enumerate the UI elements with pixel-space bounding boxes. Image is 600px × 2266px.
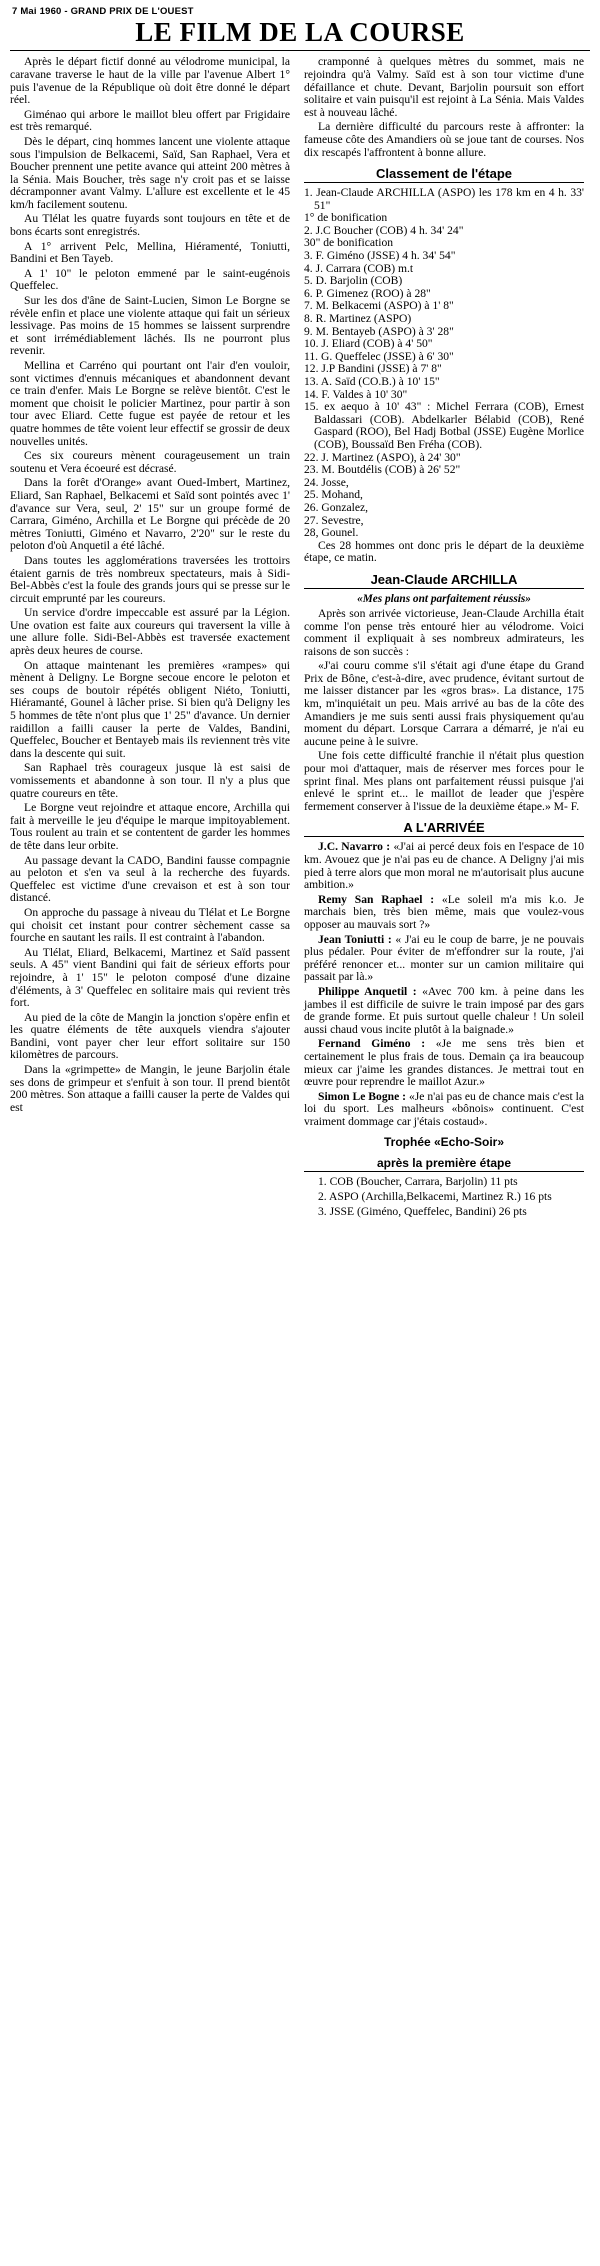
paragraph: Au Tlélat, Eliard, Belkacemi, Martinez et Saïd passent seuls. A 45" vient Bandini qui fait de sérieux efforts pour rejoindre, à 1' 15" le peloton composé d'une dizaine d'éléments, à 3' Queffelec en solitaire mais qui revient très fort.	[10, 945, 290, 1010]
result-item: 6. P. Gimenez (ROO) à 28"	[304, 286, 431, 300]
paragraph: Giménao qui arbore le maillot bleu offert par Frigidaire est très remarqué.	[10, 107, 290, 134]
header-divider	[10, 50, 590, 51]
paragraph: A 1' 10" le peloton emmené par le saint-eugénois Queffelec.	[10, 266, 290, 293]
trophee-item: 3. JSSE (Giméno, Queffelec, Bandini) 26 pts	[318, 1204, 527, 1218]
trophee-item: 2. ASPO (Archilla,Belkacemi, Martinez R.) 16 pts	[318, 1190, 552, 1204]
bonification-note: 30" de bonification	[304, 236, 394, 250]
paragraph: Au Tlélat les quatre fuyards sont toujours en tête et de bons écarts sont enregistrés.	[10, 212, 290, 239]
paragraph: Après son arrivée victorieuse, Jean-Claude Archilla était comme l'on pense très entouré hier au vélodrome. Voici comment il expliquait à ses nombreux admirateurs, les raisons de son succès :	[304, 606, 584, 658]
paragraph: Dans toutes les agglomérations traversées les trottoirs étaient garnis de très nombreux spectateurs, mais à Sidi-Bel-Abbès c'est la foule des grands jours qui se presse sur le circuit emprunté par les coureurs.	[10, 553, 290, 605]
trophee-list	[304, 1176, 584, 1218]
paragraph: «J'ai couru comme s'il s'était agi d'une étape du Grand Prix de Bône, c'est-à-dire, avec prudence, évitant surtout de me laisser distancer par les «gros bras». La distance, 175 km, m'inquiétait un peu. Mais arrivé au bas de la côte des Amandiers je me suis senti aussi frais physiquement qu'au moment du départ. Lorsque Carrara a démarré, je n'ai eu aucune peine à le suivre.	[304, 659, 584, 748]
paragraph: Ces six coureurs mènent courageusement un train soutenu et Vera écoeuré est décrasé.	[10, 449, 290, 475]
quote-text: «Le soleil m'a mis k.o. Je marchais bien, très bien même, mais que voulez-vous opposer au mauvais sort ?»	[304, 892, 585, 931]
quote-item	[304, 894, 584, 932]
section-subtitle-archilla: «Mes plans ont parfaitement réussis»	[357, 592, 531, 605]
result-item: 11. G. Queffelec (JSSE) à 6' 30"	[304, 349, 454, 363]
paragraph: Au pied de la côte de Mangin la jonction s'opère enfin et les quatre éléments de tête auxquels viendra s'ajouter Bandini, vont payer cher leur effort solitaire sur 150 kilomètres de parcours.	[10, 1010, 290, 1062]
paragraph: Dans la forêt d'Orange» avant Oued-Imbert, Martinez, Eliard, San Raphael, Belkacemi et Saïd sont pointés avec 1' d'avance sur Vera, seul, 2' 15" sur un groupe formé de Carrara, Giméno, Archilla et Le Borgne qui précède de 20 mètres Toniutti, Giméno et Navarro, 2'20" sur le reste du peloton d'où Anquetil a été lâché.	[10, 476, 290, 553]
quote-speaker: Philippe Anquetil :	[318, 984, 417, 998]
trophee-item: 1. COB (Boucher, Carrara, Barjolin) 11 pts	[318, 1175, 518, 1189]
result-item: 9. M. Bentayeb (ASPO) à 3' 28"	[304, 324, 454, 338]
result-item: 22. J. Martinez (ASPO), à 24' 30"	[304, 450, 461, 464]
result-item: 24. Josse,	[304, 475, 349, 489]
result-item: 23. M. Boutdélis (COB) à 26' 52"	[304, 463, 461, 477]
section-title-arrivee: A L'ARRIVÉE	[403, 820, 485, 836]
quote-item	[304, 1091, 584, 1129]
quote-speaker: Fernand Giméno :	[318, 1037, 426, 1051]
result-item: 3. F. Giméno (JSSE) 4 h. 34' 54"	[304, 249, 456, 263]
paragraph: La dernière difficulté du parcours reste à affronter: la fameuse côte des Amandiers où se joue tant de courses. Nos dix rescapés l'affrontent à bonne allure.	[304, 120, 584, 159]
article-columns	[10, 56, 590, 1220]
section-title-archilla: Jean-Claude ARCHILLA	[370, 571, 518, 587]
section-divider	[304, 588, 584, 589]
section-divider	[304, 1171, 584, 1172]
section-title-trophee: Trophée «Echo-Soir»	[383, 1135, 505, 1150]
result-item: 8. R. Martinez (ASPO)	[304, 312, 412, 326]
quote-item	[304, 841, 584, 891]
result-item: 2. J.C Boucher (COB) 4 h. 34' 24"	[304, 223, 464, 237]
result-item: 25. Mohand,	[304, 488, 363, 502]
result-item: 28, Gounel.	[304, 526, 359, 540]
quote-text: «J'ai ai percé deux fois en l'espace de 10 km. Avouez que je n'ai pas eu de chance. A Deligny j'ai mis pied à terre alors que mon moral ne m'autorisait plus aucune ambition.»	[304, 840, 584, 892]
left-column	[10, 56, 290, 1116]
paragraph: Après le départ fictif donné au vélodrome municipal, la caravane traverse le haut de la ville par l'avenue Albert 1° puis l'avenue de la République où doit être donné le départ réel.	[10, 55, 290, 107]
result-item: 10. J. Eliard (COB) à 4' 50"	[304, 337, 433, 351]
quote-speaker: Remy San Raphael :	[318, 892, 435, 906]
result-item: 13. A. Saïd (CO.B.) à 10' 15"	[304, 375, 440, 388]
paragraph: Mellina et Carréno qui pourtant ont l'air d'en vouloir, sont victimes d'ennuis mécaniques et abandonnent devant ce train d'enfer. Mais Le Borgne se relève bientôt. C'est le moment que choisit le policier Martinez, pour partir à son tour avec Eliard. Cette fugue est payée de retour et les quatre hommes de tête voient leur effectif se grossir de deux nouvelles unités.	[10, 359, 290, 448]
paragraph: Un service d'ordre impeccable est assuré par la Légion. Une ovation est faite aux coureurs qui traversent la ville à une allure folle. Sidi-Bel-Abbès est traversée exactement après deux heures de course.	[10, 606, 290, 658]
quote-item	[304, 934, 584, 984]
section-divider	[304, 836, 584, 837]
result-item: 27. Sevestre,	[304, 513, 364, 527]
section-divider	[304, 182, 584, 183]
paragraph: San Raphael très courageux jusque là est saisi de vomissements et abandonne à son tour. Il n'y a plus que quatre coureurs en tête.	[10, 761, 290, 800]
quote-item	[304, 1038, 584, 1088]
paragraph: Dès le départ, cinq hommes lancent une violente attaque sous l'impulsion de Belkacemi, Saïd, San Raphael, Vera et Boucher prennent une petite avance qui atteint 200 mètres à la Sénia. Mais Boucher, très sage n'y croit pas et se laisse décramponner avant Valmy. L'allure est excellente et le 45 km/h facilement soutenu.	[10, 134, 290, 211]
section-title-classement: Classement de l'étape	[375, 166, 513, 182]
result-item: 5. D. Barjolin (COB)	[304, 274, 403, 288]
paragraph: Ces 28 hommes ont donc pris le départ de la deuxième étape, ce matin.	[304, 538, 584, 565]
paragraph: Sur les dos d'âne de Saint-Lucien, Simon Le Borgne se révèle enfin et place une violente attaque qui fait un sérieux lessivage. Pas moins de 15 hommes se laissent surprendre et sont irrémédiablement lâchés. Ils ne pourront plus revenir.	[10, 294, 290, 358]
section-subtitle-trophee: après la première étape	[376, 1156, 512, 1171]
quote-item	[304, 986, 584, 1036]
result-item: 14. F. Valdes à 10' 30"	[304, 387, 408, 401]
arrivee-quotes	[304, 841, 584, 1128]
result-item: 12. J.P Bandini (JSSE) à 7' 8"	[304, 362, 442, 376]
paragraph: Dans la «grimpette» de Mangin, le jeune Barjolin étale ses dons de grimpeur et s'enfuit à son tour. Il prend bientôt 200 mètres. Son attaque a failli causer la perte de Valdes qui est	[10, 1063, 290, 1114]
page-title: LE FILM DE LA COURSE	[135, 17, 465, 47]
quote-speaker: Simon Le Bogne :	[318, 1089, 407, 1103]
result-item: 15. ex aequo à 10' 43" : Michel Ferrara (COB), Ernest Baldassari (COB). Abdelkarler Bélabid (COB), René Gaspard (ROO), Bel Hadj Botbal (JSSE) Eugène Morlice (COB), Boussaïd Ben Fréha (COB).	[304, 400, 584, 451]
quote-text: «Je n'ai pas eu de chance mais c'est la loi du sport. Les malheurs «bônois» continuent. C'est vraiment dommage car j'étais costaud».	[304, 1089, 584, 1128]
paragraph: A 1° arrivent Pelc, Mellina, Hiéramenté, Toniutti, Bandini et Ben Tayeb.	[10, 239, 290, 266]
quote-text: « J'ai eu le coup de barre, je ne pouvais plus pédaler. Pour éviter de m'effondrer sur la route, j'ai préféré renoncer et... monter sur un camion militaire qui passait par là.»	[304, 932, 584, 984]
result-item: 7. M. Belkacemi (ASPO) à 1' 8"	[304, 299, 454, 313]
paragraph: Au passage devant la CADO, Bandini fausse compagnie au peloton et s'en va seul à la recherche des fuyards. Queffelec est victime d'une crevaison et est à son tour distancé.	[10, 853, 290, 905]
quote-speaker: J.C. Navarro :	[318, 840, 391, 854]
result-item: 26. Gonzalez,	[304, 500, 369, 514]
results-list	[304, 187, 584, 540]
result-item: 1. Jean-Claude ARCHILLA (ASPO) les 178 km en 4 h. 33' 51"	[304, 186, 584, 212]
quote-speaker: Jean Toniutti :	[318, 932, 392, 946]
paragraph: cramponné à quelques mètres du sommet, mais ne rejoindra qu'à Valmy. Saïd est à son tour victime d'une défaillance et chute. Devant, Barjolin poursuit son effort solitaire et vain puisqu'il est rejoint à La Sénia. Mais Valdes est à nouveau lâché.	[304, 55, 584, 119]
result-item: 4. J. Carrara (COB) m.t	[304, 261, 414, 275]
quote-text: «Je me sens très bien et certainement le plus frais de tous. Demain ça ira beaucoup mieux car j'aime les grandes distances. Je mettrai tout en œuvre pour reprendre le maillot Azur.»	[304, 1037, 584, 1089]
bonification-note: 1° de bonification	[304, 211, 388, 225]
right-column	[304, 56, 584, 1220]
paragraph: On approche du passage à niveau du Tlélat et Le Borgne qui choisit cet instant pour contrer sèchement casse sa fourche en sautant les rails. Il est contraint à l'abandon.	[10, 905, 290, 945]
quote-text: «Avec 700 km. à peine dans les jambes il est difficile de suivre le train imposé par des gars de grande forme. Et puis surtout quelle chaleur ! Un soleil aussi chaud vous incite plutôt à la baignade.»	[304, 984, 584, 1036]
paragraph: On attaque maintenant les premières «rampes» qui mènent à Deligny. Le Borgne secoue encore le peloton et ses coups de boutoir répétés obligent Niéto, Toniutti, Hiéramanté, Gounel à lâcher prise. Si bien qu'à Deligny les 5 hommes de tête n'ont plus que 1' 25" d'avance. Un dernier raidillon a failli causer la perte de Valdes, Bandini, Queffelec, Boucher et Bentayeb mais ils reviennent très vite dans la descente qui suit.	[10, 658, 290, 760]
paragraph: Le Borgne veut rejoindre et attaque encore, Archilla qui fait à merveille le jeu d'équipe le marque impitoyablement. Tous roulent au train et se contentent de garder les hommes de tête dans leur orbite.	[10, 801, 290, 852]
masthead: 7 Mai 1960 - GRAND PRIX DE L'OUEST	[12, 6, 194, 17]
paragraph: Une fois cette difficulté franchie il n'était plus question pour moi d'attaquer, mais de réserver mes forces pour le sprint final. Mes plans ont parfaitement réussi puisque j'ai enlevé le sprint et... le maillot de leader que j'espère fermement conserver à l'issue de la deuxième étape.» M- F.	[304, 749, 584, 813]
